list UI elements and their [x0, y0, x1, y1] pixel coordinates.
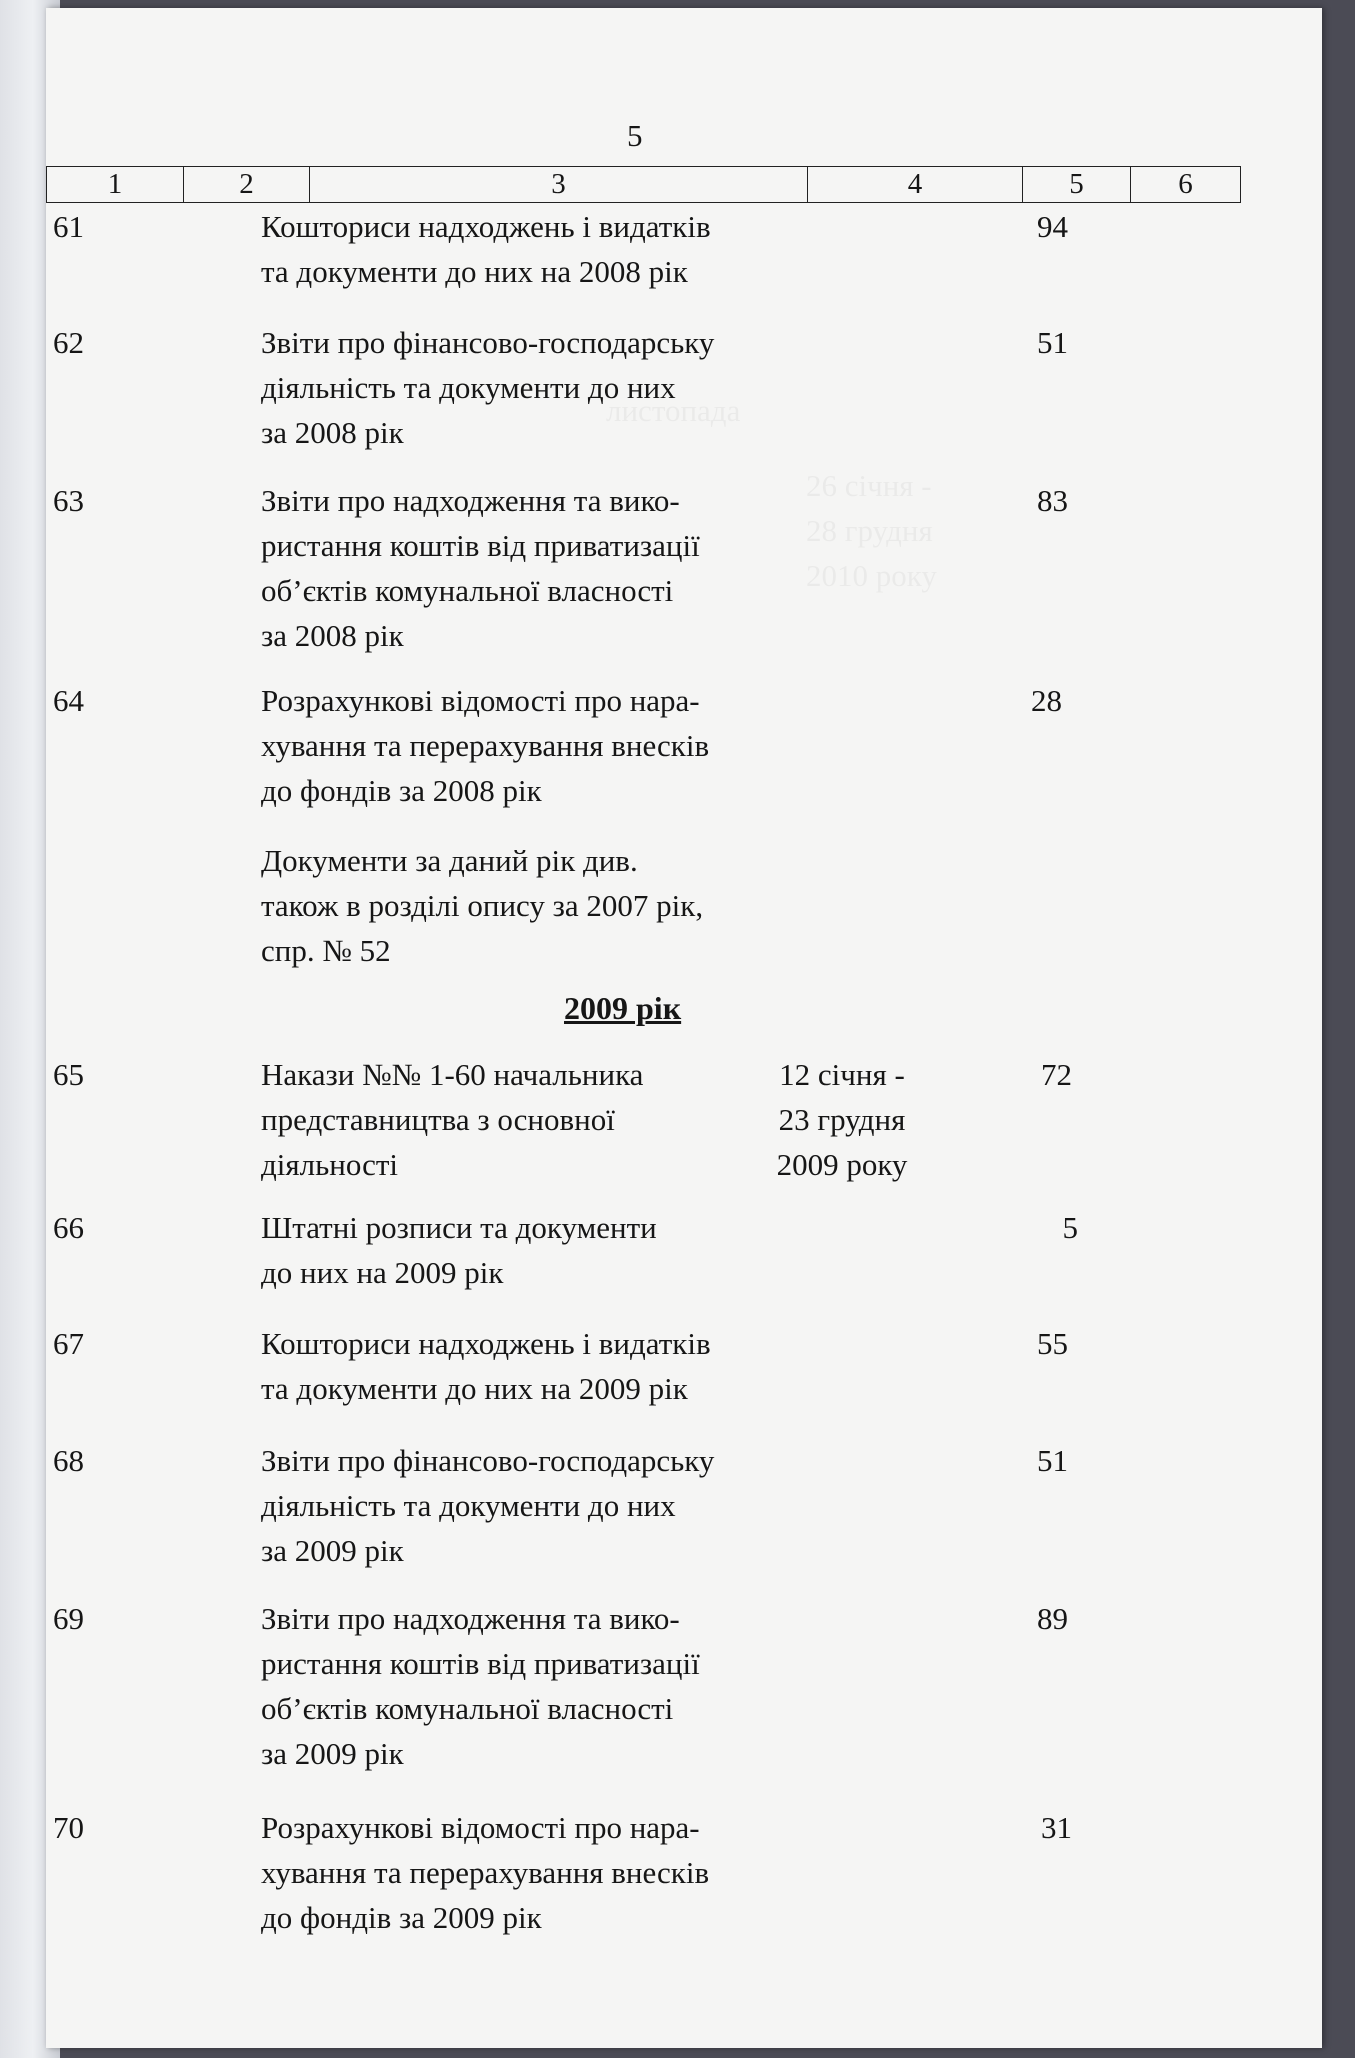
column-header: 4 [808, 167, 1023, 203]
column-header: 2 [184, 167, 310, 203]
case-dates: 12 січня - 23 грудня 2009 року [776, 1057, 908, 1182]
sheet-count: 31 [1041, 1810, 1072, 1845]
sheet-count: 83 [1037, 483, 1068, 518]
sheet-count: 5 [1062, 1210, 1078, 1245]
document-page [46, 8, 1322, 2048]
case-title: Розрахункові відомості про нара- хування та перерахування внесків до фондів за 2009 рік [261, 1810, 710, 1935]
column-header: 1 [47, 167, 184, 203]
case-title: Кошториси надходжень і видатків та документи до них на 2008 рік [261, 209, 711, 289]
case-number: 61 [53, 209, 84, 244]
page-number: 5 [627, 118, 643, 153]
case-title: Накази №№ 1-60 начальника представництва з основної діяльності [261, 1057, 644, 1182]
sheet-count: 51 [1037, 325, 1068, 360]
case-number: 62 [53, 325, 84, 360]
case-number: 69 [53, 1601, 84, 1636]
sheet-count: 89 [1037, 1601, 1068, 1636]
sheet-count: 94 [1037, 209, 1068, 244]
case-number: 68 [53, 1443, 84, 1478]
case-number: 63 [53, 483, 84, 518]
column-header: 6 [1131, 167, 1241, 203]
column-header-row [46, 166, 1241, 203]
column-header: 3 [310, 167, 808, 203]
case-number: 66 [53, 1210, 84, 1245]
sheet-count: 72 [1041, 1057, 1072, 1092]
column-header: 5 [1023, 167, 1131, 203]
case-title: Звіти про фінансово-господарську діяльність та документи до них за 2009 рік [261, 1443, 715, 1568]
sheet-count: 51 [1037, 1443, 1068, 1478]
case-title: Звіти про надходження та вико- ристання коштів від приватизації об’єктів комунальної власності за 2009 рік [261, 1601, 700, 1771]
year-heading: 2009 рік [564, 990, 682, 1026]
case-number: 70 [53, 1810, 84, 1845]
sheet-count: 55 [1037, 1326, 1068, 1361]
bleed-through-text [806, 508, 933, 553]
case-number: 64 [53, 683, 84, 718]
case-title: Звіти про фінансово-господарську діяльність та документи до них за 2008 рік [261, 325, 715, 450]
case-title: Кошториси надходжень і видатків та документи до них на 2009 рік [261, 1326, 711, 1406]
case-number: 65 [53, 1057, 84, 1092]
case-title: Штатні розписи та документи до них на 2009 рік [261, 1210, 657, 1290]
bleed-through-text [806, 463, 932, 508]
case-number: 67 [53, 1326, 84, 1361]
cross-reference-note: Документи за даний рік див. також в розділі опису за 2007 рік, спр. № 52 [261, 843, 704, 968]
sheet-count: 28 [1031, 683, 1062, 718]
bleed-through-text [806, 553, 937, 598]
case-title: Звіти про надходження та вико- ристання коштів від приватизації об’єктів комунальної власності за 2008 рік [261, 483, 700, 653]
case-title: Розрахункові відомості про нара- хування та перерахування внесків до фондів за 2008 рік [261, 683, 710, 808]
